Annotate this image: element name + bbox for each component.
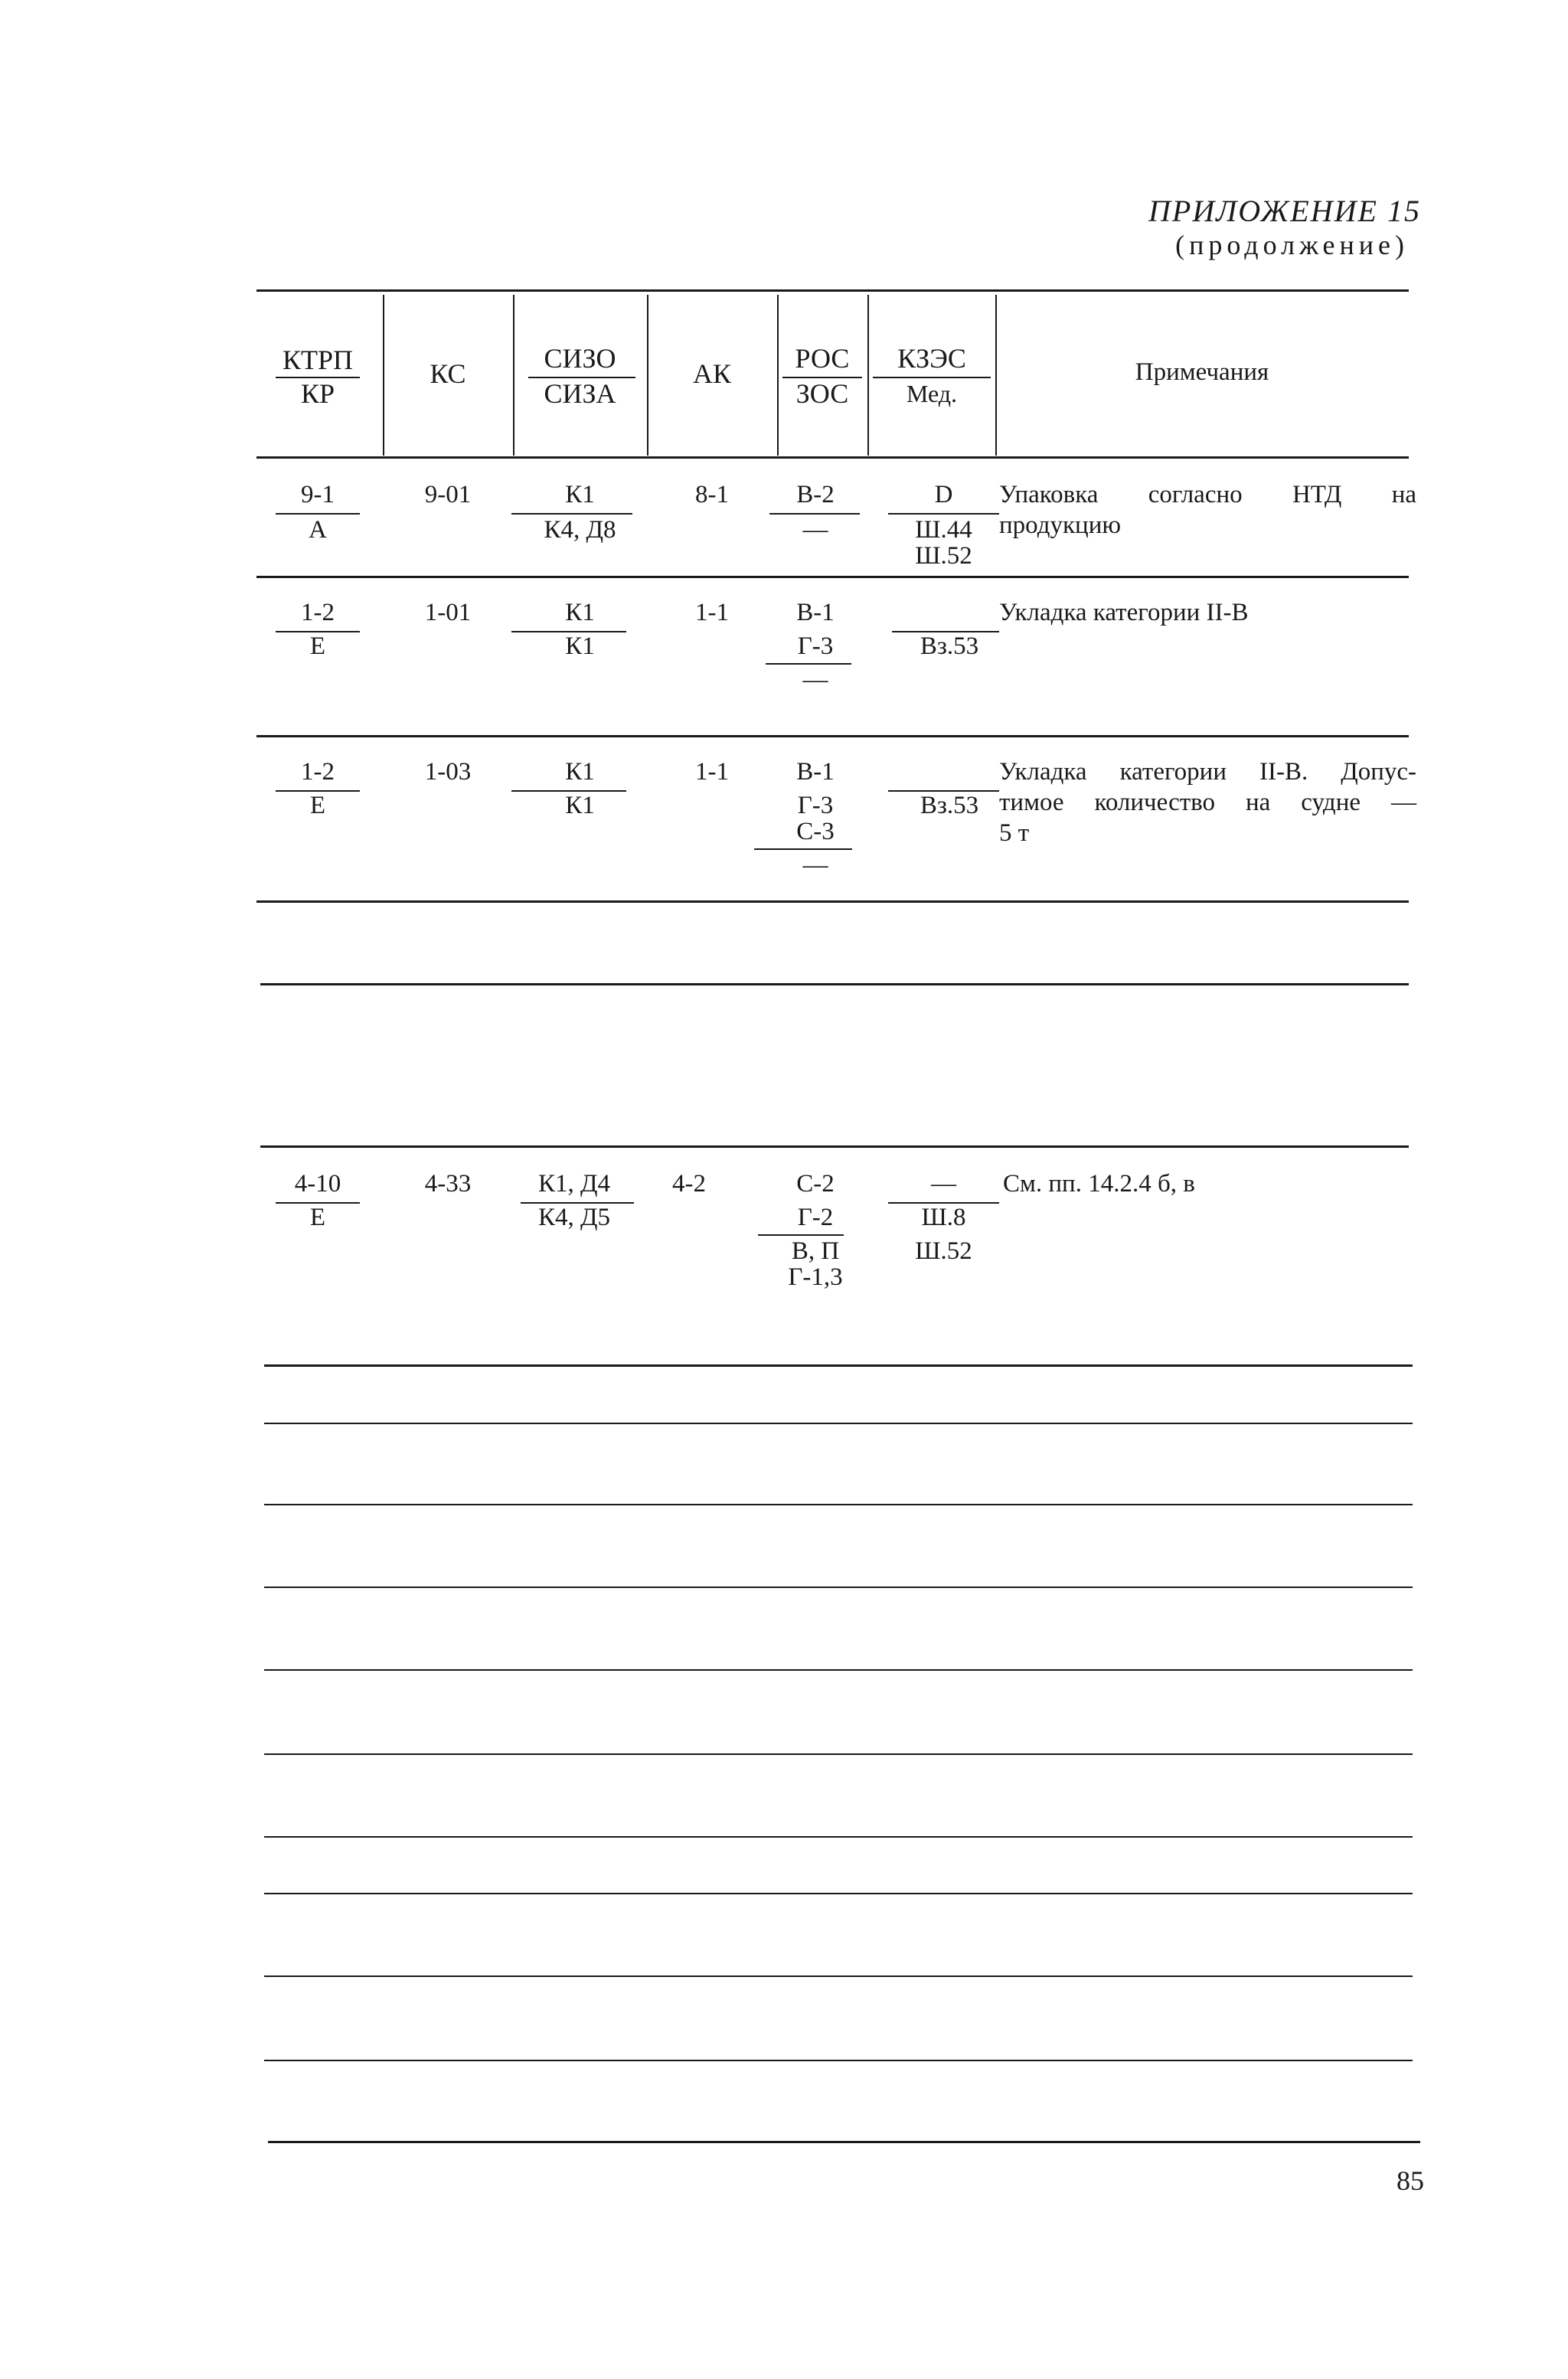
row1-kr: А [309,516,327,544]
header-ks: КС [430,358,466,389]
col-sep [513,295,514,456]
row4-ros-2: Г-2 [797,1204,834,1231]
empty-rule [264,1836,1413,1838]
row1-ak: 8-1 [695,481,729,508]
fraction-bar [511,513,632,515]
row2-ros-1: В-1 [796,599,835,626]
row2-notes: Укладка категории II-В [999,599,1249,626]
row-rule [256,900,1409,903]
fraction-bar [766,663,851,665]
header-med: Мед. [906,380,958,407]
row4-ks: 4-33 [424,1170,472,1198]
row2-ktrp: 1-2 [301,599,335,626]
row1-zos: — [802,516,828,544]
row-rule [260,1145,1409,1148]
col-sep [383,295,384,456]
row3-sizo: К1 [565,758,595,786]
fraction-bar [769,513,860,515]
empty-rule [264,1893,1413,1894]
col-sep [867,295,869,456]
col-sep [777,295,779,456]
fraction-bar [758,1234,844,1236]
row1-kzes: D [934,481,953,508]
empty-rule [268,2141,1420,2143]
row4-zos-1: В, П [791,1237,840,1265]
row2-ak: 1-1 [695,599,729,626]
row3-kr: Е [309,792,326,819]
row-rule [256,576,1409,578]
table-top-rule [256,289,1409,292]
row4-zos-2: Г-1,3 [788,1263,843,1291]
row1-ktrp: 9-1 [301,481,335,508]
header-ak: АК [692,358,731,389]
empty-rule [264,1364,1413,1367]
row4-notes: См. пп. 14.2.4 б, в [1003,1170,1195,1198]
empty-rule [264,1753,1413,1755]
row1-siza: К4, Д8 [544,516,616,544]
empty-rule [264,1975,1413,1977]
row1-sizo: К1 [565,481,595,508]
row4-kr: Е [309,1204,326,1231]
row4-sizo: К1, Д4 [537,1170,611,1198]
row4-ktrp: 4-10 [294,1170,341,1198]
row4-ros-1: С-2 [796,1170,835,1198]
header-zos: ЗОС [795,378,849,409]
appendix-continuation: (продолжение) [1175,230,1409,260]
row2-siza: К1 [565,632,595,660]
row2-med: Вз.53 [920,632,979,660]
header-kzes: КЗЭС [897,343,966,374]
fraction-bar [276,513,360,515]
row4-med-2: Ш.52 [915,1237,972,1265]
header-siza: СИЗА [544,378,616,409]
row4-siza: К4, Д5 [537,1204,611,1231]
header-kr: КР [300,378,335,409]
row4-ak: 4-2 [672,1170,706,1198]
row3-siza: К1 [565,792,595,819]
row2-sizo: К1 [565,599,595,626]
page-number: 85 [1396,2165,1424,2196]
header-bottom-rule [256,456,1409,459]
row3-ros-1: В-1 [796,758,835,786]
header-ktrp: КТРП [282,345,354,375]
empty-rule [264,1423,1413,1424]
row2-zos: — [802,666,828,694]
row4-med-1: Ш.8 [921,1204,966,1231]
row2-kr: Е [309,632,326,660]
fraction-bar [888,513,999,515]
row1-ks: 9-01 [424,481,472,508]
row3-ks: 1-03 [424,758,472,786]
row1-ros: В-2 [796,481,835,508]
row-rule [256,735,1409,737]
header-sizo: СИЗО [544,343,616,374]
fraction-bar [754,848,852,850]
row1-notes: Упаковка согласно НТД на продукцию [999,481,1416,539]
row3-ktrp: 1-2 [301,758,335,786]
empty-rule [260,983,1409,985]
empty-rule [264,2060,1413,2061]
row4-kzes: — [931,1170,956,1198]
row2-ks: 1-01 [424,599,472,626]
empty-rule [264,1504,1413,1505]
row3-ros-2: Г-3 [797,792,834,819]
empty-rule [264,1587,1413,1588]
row3-notes: Укладка категории II-В. Допус- тимое количество на судне — 5 т [999,758,1416,847]
col-sep [995,295,997,456]
row2-ros-2: Г-3 [797,632,834,660]
row1-med-2: Ш.52 [915,542,972,570]
row1-med-1: Ш.44 [915,516,972,544]
empty-rule [264,1669,1413,1671]
row3-ros-3: С-3 [796,818,835,845]
col-sep [647,295,648,456]
row3-med: Вз.53 [920,792,979,819]
row3-zos: — [802,851,828,879]
header-notes: Примечания [1135,358,1269,386]
header-ros: РОС [795,343,850,374]
row3-ak: 1-1 [695,758,729,786]
appendix-title: ПРИЛОЖЕНИЕ 15 [1148,194,1421,228]
